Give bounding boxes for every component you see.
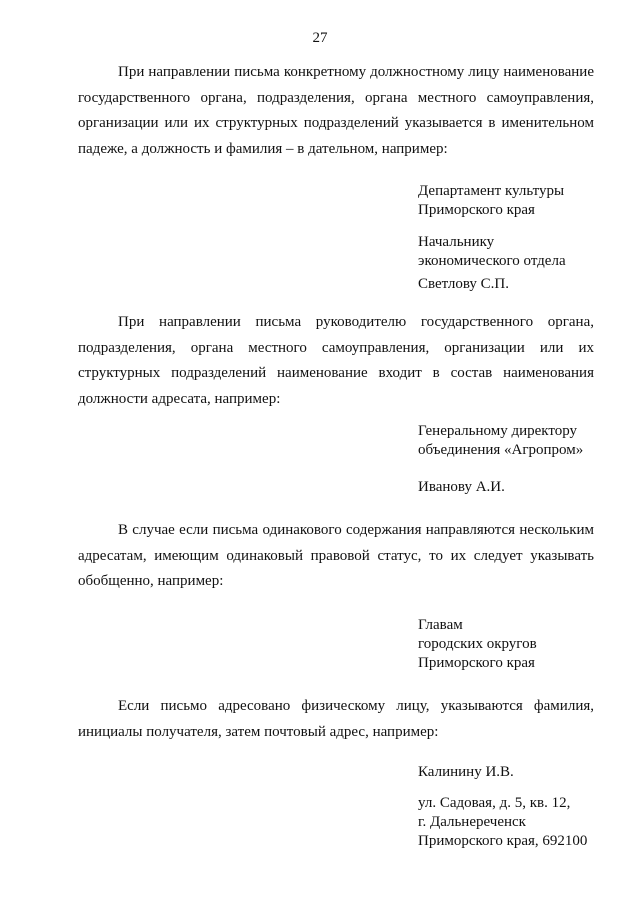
paragraph-multiple-addressees xyxy=(78,518,594,595)
address-line: Калинину И.В. xyxy=(418,764,514,780)
text-line: адресатам, имеющим одинаковый правовой статус, то их следует указывать xyxy=(78,547,594,564)
address-line: Начальнику xyxy=(418,234,495,250)
text-line: должности адресата, например: xyxy=(78,391,281,408)
text-line: падеже, а должность и фамилия – в дательном, например: xyxy=(78,141,448,158)
text-line: государственного органа, подразделения, органа местного самоуправления, xyxy=(78,89,594,106)
address-example-recipient xyxy=(418,763,514,782)
text-line: подразделения, органа местного самоуправления, организации или их xyxy=(78,339,594,356)
address-example-surname xyxy=(418,275,509,294)
address-example-department xyxy=(418,182,564,220)
page-number: 27 xyxy=(312,30,328,46)
address-line: Приморского края, 692100 xyxy=(418,833,588,849)
address-line: Иванову А.И. xyxy=(418,479,505,495)
text-line: При направлении письма конкретному должностному лицу наименование xyxy=(118,64,594,80)
address-example-postal xyxy=(418,794,587,851)
address-line: экономического отдела xyxy=(418,253,566,269)
address-example-heads xyxy=(418,616,537,673)
address-example-position xyxy=(418,233,566,271)
paragraph-addressing-head xyxy=(78,310,594,413)
address-line: г. Дальнереченск xyxy=(418,814,526,830)
address-line: Приморского края xyxy=(418,202,535,218)
address-line: Светлову С.П. xyxy=(418,276,509,292)
text-line: организации или их структурных подразделений указывается в именительном xyxy=(78,115,594,132)
text-line: Если письмо адресовано физическому лицу, указываются фамилия, xyxy=(118,698,594,714)
paragraph-individual xyxy=(78,694,594,745)
address-example-surname-2 xyxy=(418,478,505,497)
address-line: городских округов xyxy=(418,636,537,652)
address-line: Главам xyxy=(418,617,463,633)
address-line: Приморского края xyxy=(418,655,535,671)
text-line: обобщенно, например: xyxy=(78,573,224,590)
text-line: В случае если письма одинакового содержания направляются нескольким xyxy=(118,522,594,538)
address-line: объединения «Агропром» xyxy=(418,442,584,458)
paragraph-addressing-official xyxy=(78,60,594,163)
address-line: Генеральному директору xyxy=(418,423,578,439)
address-example-director xyxy=(418,422,583,460)
text-line: структурных подразделений наименование входит в состав наименования xyxy=(78,365,594,382)
address-line: Департамент культуры xyxy=(418,183,565,199)
address-line: ул. Садовая, д. 5, кв. 12, xyxy=(418,795,571,811)
text-line: инициалы получателя, затем почтовый адрес, например: xyxy=(78,723,439,740)
text-line: При направлении письма руководителю государственного органа, xyxy=(118,314,594,330)
